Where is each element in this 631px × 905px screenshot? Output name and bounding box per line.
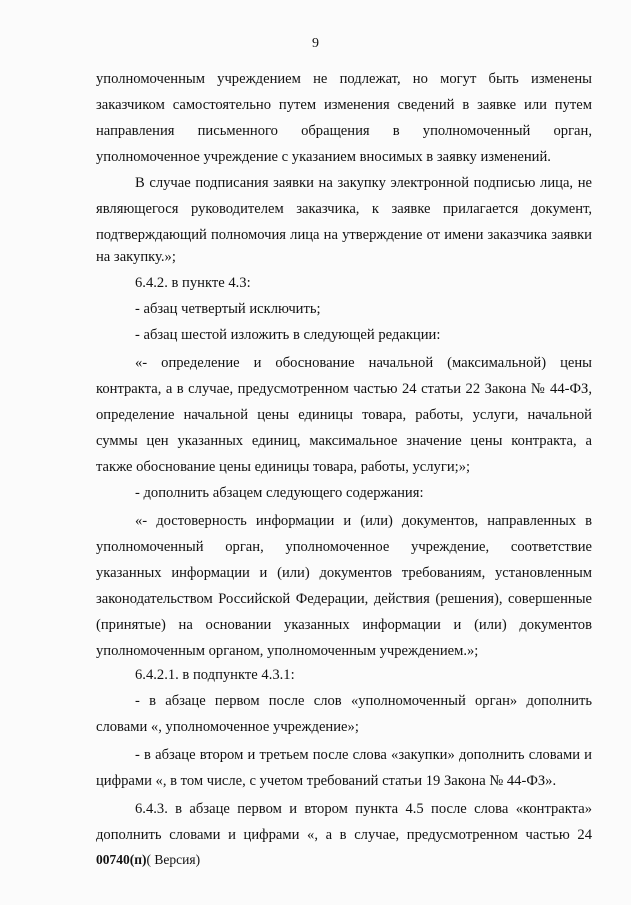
text-line: «- определение и обоснование начальной (максимальной) цены (135, 355, 592, 371)
text-line: суммы цен указанных единиц, максимальное значение цены контракта, а (96, 433, 592, 449)
page-number: 9 (312, 36, 319, 51)
text-line: на закупку.»; (96, 249, 176, 265)
text-line: цифрами «, в том числе, с учетом требований статьи 19 Закона № 44-ФЗ». (96, 773, 557, 789)
text-line: уполномоченное учреждение с указанием вносимых в заявку изменений. (96, 149, 551, 165)
version-label: ( Версия) (146, 852, 201, 867)
text-line: указанных информации и (или) документов требованиям, установленным (96, 565, 592, 581)
text-line: В случае подписания заявки на закупку электронной подписью лица, не (135, 175, 592, 191)
text-line: направления письменного обращения в уполномоченный орган, (96, 123, 592, 139)
document-footer (96, 852, 200, 868)
text-line: дополнить словами и цифрами «, а в случае, предусмотренном частью 24 (96, 827, 592, 843)
document-code: 00740(п) (96, 852, 147, 867)
text-line: также обоснование цены единицы товара, работы, услуги;»; (96, 459, 471, 475)
text-line: уполномоченным органом, уполномоченным учреждением.»; (96, 643, 479, 659)
text-line: 6.4.2. в пункте 4.3: (135, 275, 251, 291)
text-line: (принятые) на основании указанных информации и (или) документов (96, 617, 592, 633)
text-line: определение начальной цены единицы товара, работы, услуги, начальной (96, 407, 592, 423)
text-line: 6.4.2.1. в подпункте 4.3.1: (135, 667, 295, 683)
text-line: - дополнить абзацем следующего содержания: (135, 485, 424, 501)
text-line: подтверждающий полномочия лица на утверждение от имени заказчика заявки (96, 227, 592, 243)
text-line: заказчиком самостоятельно путем изменения сведений в заявке или путем (96, 97, 592, 113)
text-line: законодательством Российской Федерации, действия (решения), совершенные (96, 591, 592, 607)
text-line: словами «, уполномоченное учреждение»; (96, 719, 359, 735)
text-line: «- достоверность информации и (или) документов, направленных в (135, 513, 592, 529)
text-line: - в абзаце первом после слов «уполномоченный орган» дополнить (135, 693, 592, 709)
text-line: - в абзаце втором и третьем после слова «закупки» дополнить словами и (135, 747, 592, 763)
text-line: уполномоченный орган, уполномоченное учреждение, соответствие (96, 539, 592, 555)
text-line: - абзац шестой изложить в следующей редакции: (135, 327, 441, 343)
text-line: контракта, а в случае, предусмотренном частью 24 статьи 22 Закона № 44-ФЗ, (96, 381, 592, 397)
text-line: являющегося руководителем заказчика, к заявке прилагается документ, (96, 201, 592, 217)
text-line: - абзац четвертый исключить; (135, 301, 321, 317)
text-line: уполномоченным учреждением не подлежат, но могут быть изменены (96, 71, 592, 87)
text-line: 6.4.3. в абзаце первом и втором пункта 4.5 после слова «контракта» (135, 801, 592, 817)
